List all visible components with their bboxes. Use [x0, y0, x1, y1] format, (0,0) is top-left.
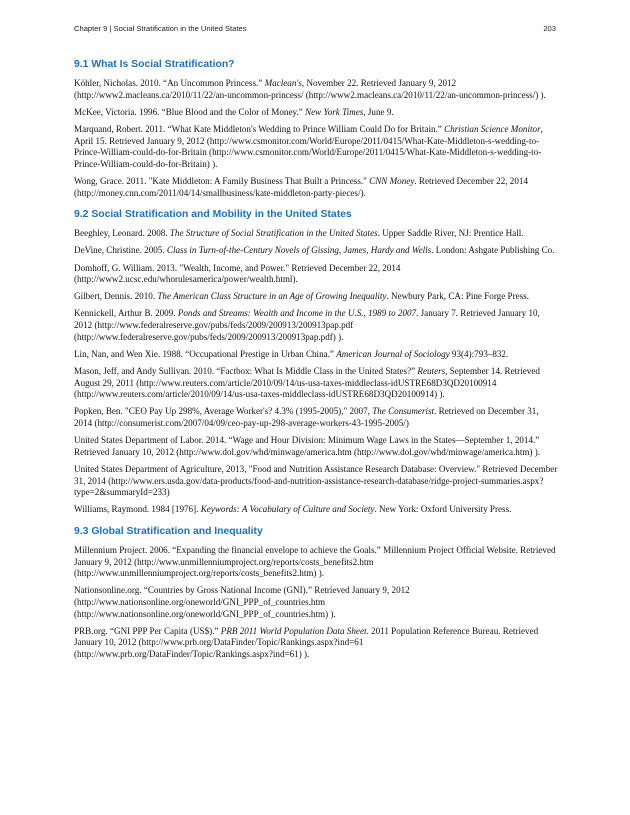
reference-text: Popken, Ben. "CEO Pay Up 298%, Average Worker's? 4.3% (1995-2005)," 2007, [74, 406, 373, 417]
reference-text: 93(4):793–832. [449, 348, 509, 359]
reference-text: Gilbert, Dennis. 2010. [74, 291, 158, 302]
reference-entry [74, 176, 558, 199]
reference-entry [74, 291, 558, 303]
reference-text: United States Department of Labor. 2014. “Wage and Hour Division: Minimum Wage Laws in the States—September 1, 2014.” Retrieved January 10, 2012 (http://www.dol.gov/whd/minwage/america.htm (http://www.dol.gov/whd/minwage/america.htm) ). [74, 435, 541, 457]
reference-title: CNN Money [369, 175, 415, 186]
reference-text: Wong, Grace. 2011. "Kate Middleton: A Family Business That Built a Princess." [74, 175, 370, 186]
reference-entry [74, 349, 558, 361]
reference-text: . 2011 Population Reference Bureau. Retrieved January 10, 2012 (http://www.prb.org/DataFinder/Topic/Rankings.aspx?ind=61 (http://www.prb.org/DataFinder/Topic/Rankings.aspx?ind=61) ). [74, 625, 539, 659]
reference-text: , April 15. Retrieved January 9, 2012 (http://www.csmonitor.com/World/Europe/2011/0415/What-Kate-Middleton-s-wedding-to-Prince-William-could-do-for-Britain (http://www.csmonitor.com/World/Europe/2011/0415/What-Kate-Middleton-s-wedding-to-Prince-William-could-do-for-Britain) ). [74, 123, 543, 169]
reference-title: Reuters [417, 366, 446, 377]
reference-text: Beeghley, Leonard. 2008. [74, 228, 170, 239]
reference-text: . New York: Oxford University Press. [374, 504, 512, 515]
reference-entry [74, 504, 558, 516]
reference-entry [74, 245, 558, 257]
reference-text: United States Department of Agriculture, 2013, "Food and Nutrition Assistance Research Database: Overview." Retrieved December 31, 2014 (http://www.ers.usda.gov/data-products/food-and-nutrition-assistance-research-database/ridge-project-summaries.aspx?type=2&summaryId=233) [74, 463, 558, 498]
section-heading: 9.2 Social Stratification and Mobility in the United States [74, 209, 352, 221]
reference-text: Lin, Nan, and Wen Xie. 1988. “Occupational Prestige in Urban China.” [74, 348, 337, 359]
reference-text: Domhoff, G. William. 2013. "Wealth, Income, and Power." Retrieved December 22, 2014 (http://www2.ucsc.edu/whorulesamerica/power/wealth.html). [74, 262, 401, 285]
reference-entry [74, 464, 558, 499]
reference-entry [74, 626, 558, 661]
reference-text: , November 22. Retrieved January 9, 2012 (http://www2.macleans.ca/2010/11/22/an-uncommon-princess/ (http://www2.macleans.ca/2010/11/22/an-uncommon-princess/) ). [74, 78, 546, 100]
reference-text: PRB.org. “GNI PPP Per Capita (US$).” [74, 625, 221, 636]
page-number: 203 [543, 24, 556, 33]
reference-section [74, 208, 558, 516]
reference-entry [74, 124, 558, 170]
reference-title: Ponds and Streams: Wealth and Income in the U.S., 1989 to 2007 [177, 308, 417, 319]
section-heading: 9.3 Global Stratification and Inequality [74, 525, 263, 537]
reference-title: Christian Science Monitor [444, 123, 541, 134]
reference-text: Marquand, Robert. 2011. “What Kate Middleton's Wedding to Prince William Could Do for Britain.” [74, 123, 445, 134]
reference-text: , September 14. Retrieved August 29, 2011 (http://www.reuters.com/article/2010/09/14/us-usa-taxes-middleclass-idUSTRE68D3QD20100914 (http://www.reuters.com/article/2010/09/14/us-usa-taxes-middleclass-idUSTRE68D3QD20100914) ). [74, 366, 540, 400]
running-header [74, 24, 556, 36]
reference-text: DeVine, Christine. 2005. [74, 245, 167, 256]
reference-entry [74, 545, 558, 580]
reference-text: , June 9. [363, 106, 394, 117]
references-content [74, 58, 558, 669]
reference-text: . London: Ashgate Publishing Co. [431, 245, 555, 256]
reference-text: McKee, Victoria. 1996. “Blue Blood and the Color of Money.” [74, 106, 306, 117]
reference-title: American Journal of Sociology [336, 348, 450, 359]
reference-entry [74, 228, 558, 240]
reference-title: Keywords: A Vocabulary of Culture and Society [200, 504, 375, 515]
reference-entry [74, 78, 558, 101]
reference-title: Maclean's [264, 78, 302, 88]
reference-text: Köhler, Nicholas. 2010. “An Uncommon Princess.” [74, 78, 265, 88]
reference-entry [74, 107, 558, 119]
reference-entry [74, 366, 558, 401]
reference-text: Williams, Raymond. 1984 [1976]. [74, 504, 201, 515]
reference-title: Class in Turn-of-the-Century Novels of Gissing, James, Hardy and Wells [166, 245, 432, 256]
reference-text: . Retrieved December 22, 2014 (http://money.cnn.com/2011/04/14/smallbusiness/kate-middleton-party-pieces/). [74, 175, 528, 198]
chapter-title: Chapter 9 | Social Stratification in the United States [74, 24, 247, 33]
reference-text: Kennickell, Arthur B. 2009. [74, 308, 178, 319]
section-heading: 9.1 What Is Social Stratification? [74, 59, 235, 70]
reference-title: The American Class Structure in an Age of Growing Inequality [157, 291, 387, 302]
reference-section [74, 58, 558, 199]
reference-text: . Newbury Park, CA: Pine Forge Press. [386, 291, 530, 302]
reference-entry [74, 263, 558, 286]
reference-text: . January 7. Retrieved January 10, 2012 (http://www.federalreserve.gov/pubs/feds/2009/200913/200913pap.pdf (http://www.federalreserve.gov/pubs/feds/2009/200913/200913pap.pdf) ). [74, 308, 540, 342]
reference-entry [74, 435, 558, 458]
reference-entry [74, 308, 558, 343]
reference-title: PRB 2011 World Population Data Sheet [220, 625, 367, 636]
reference-text: Millennium Project. 2006. “Expanding the financial envelope to achieve the Goals.” Millennium Project Official Website. Retrieved January 9, 2012 (http://www.unmillenniumproject.org/reports/costs_benefits2.htm (http://www.unmillenniumproject.org/reports/costs_benefits2.htm) ). [74, 544, 556, 579]
reference-title: The Consumerist [372, 406, 435, 417]
reference-section [74, 525, 558, 661]
reference-entry [74, 406, 558, 429]
reference-text: . Retrieved on December 31, 2014 (http://consumerist.com/2007/04/09/ceo-pay-up-298-average-workers-43-1995-2005/) [74, 406, 539, 428]
reference-title: New York Times [305, 106, 364, 117]
reference-text: Nationsonline.org. “Countries by Gross National Income (GNI).” Retrieved January 9, 2012 (http://www.nationsonline.org/oneworld/GNI_PPP_of_countries.htm (http://www.nationsonline.org/oneworld/GNI_PPP_of_countries.htm) ). [74, 585, 410, 619]
reference-text: Mason, Jeff, and Andy Sullivan. 2010. “Factbox: What Is Middle Class in the United States?” [74, 366, 418, 377]
reference-entry [74, 585, 558, 620]
reference-title: The Structure of Social Stratification in the United States [169, 228, 378, 239]
reference-text: . Upper Saddle River, NJ: Prentice Hall. [377, 228, 524, 239]
